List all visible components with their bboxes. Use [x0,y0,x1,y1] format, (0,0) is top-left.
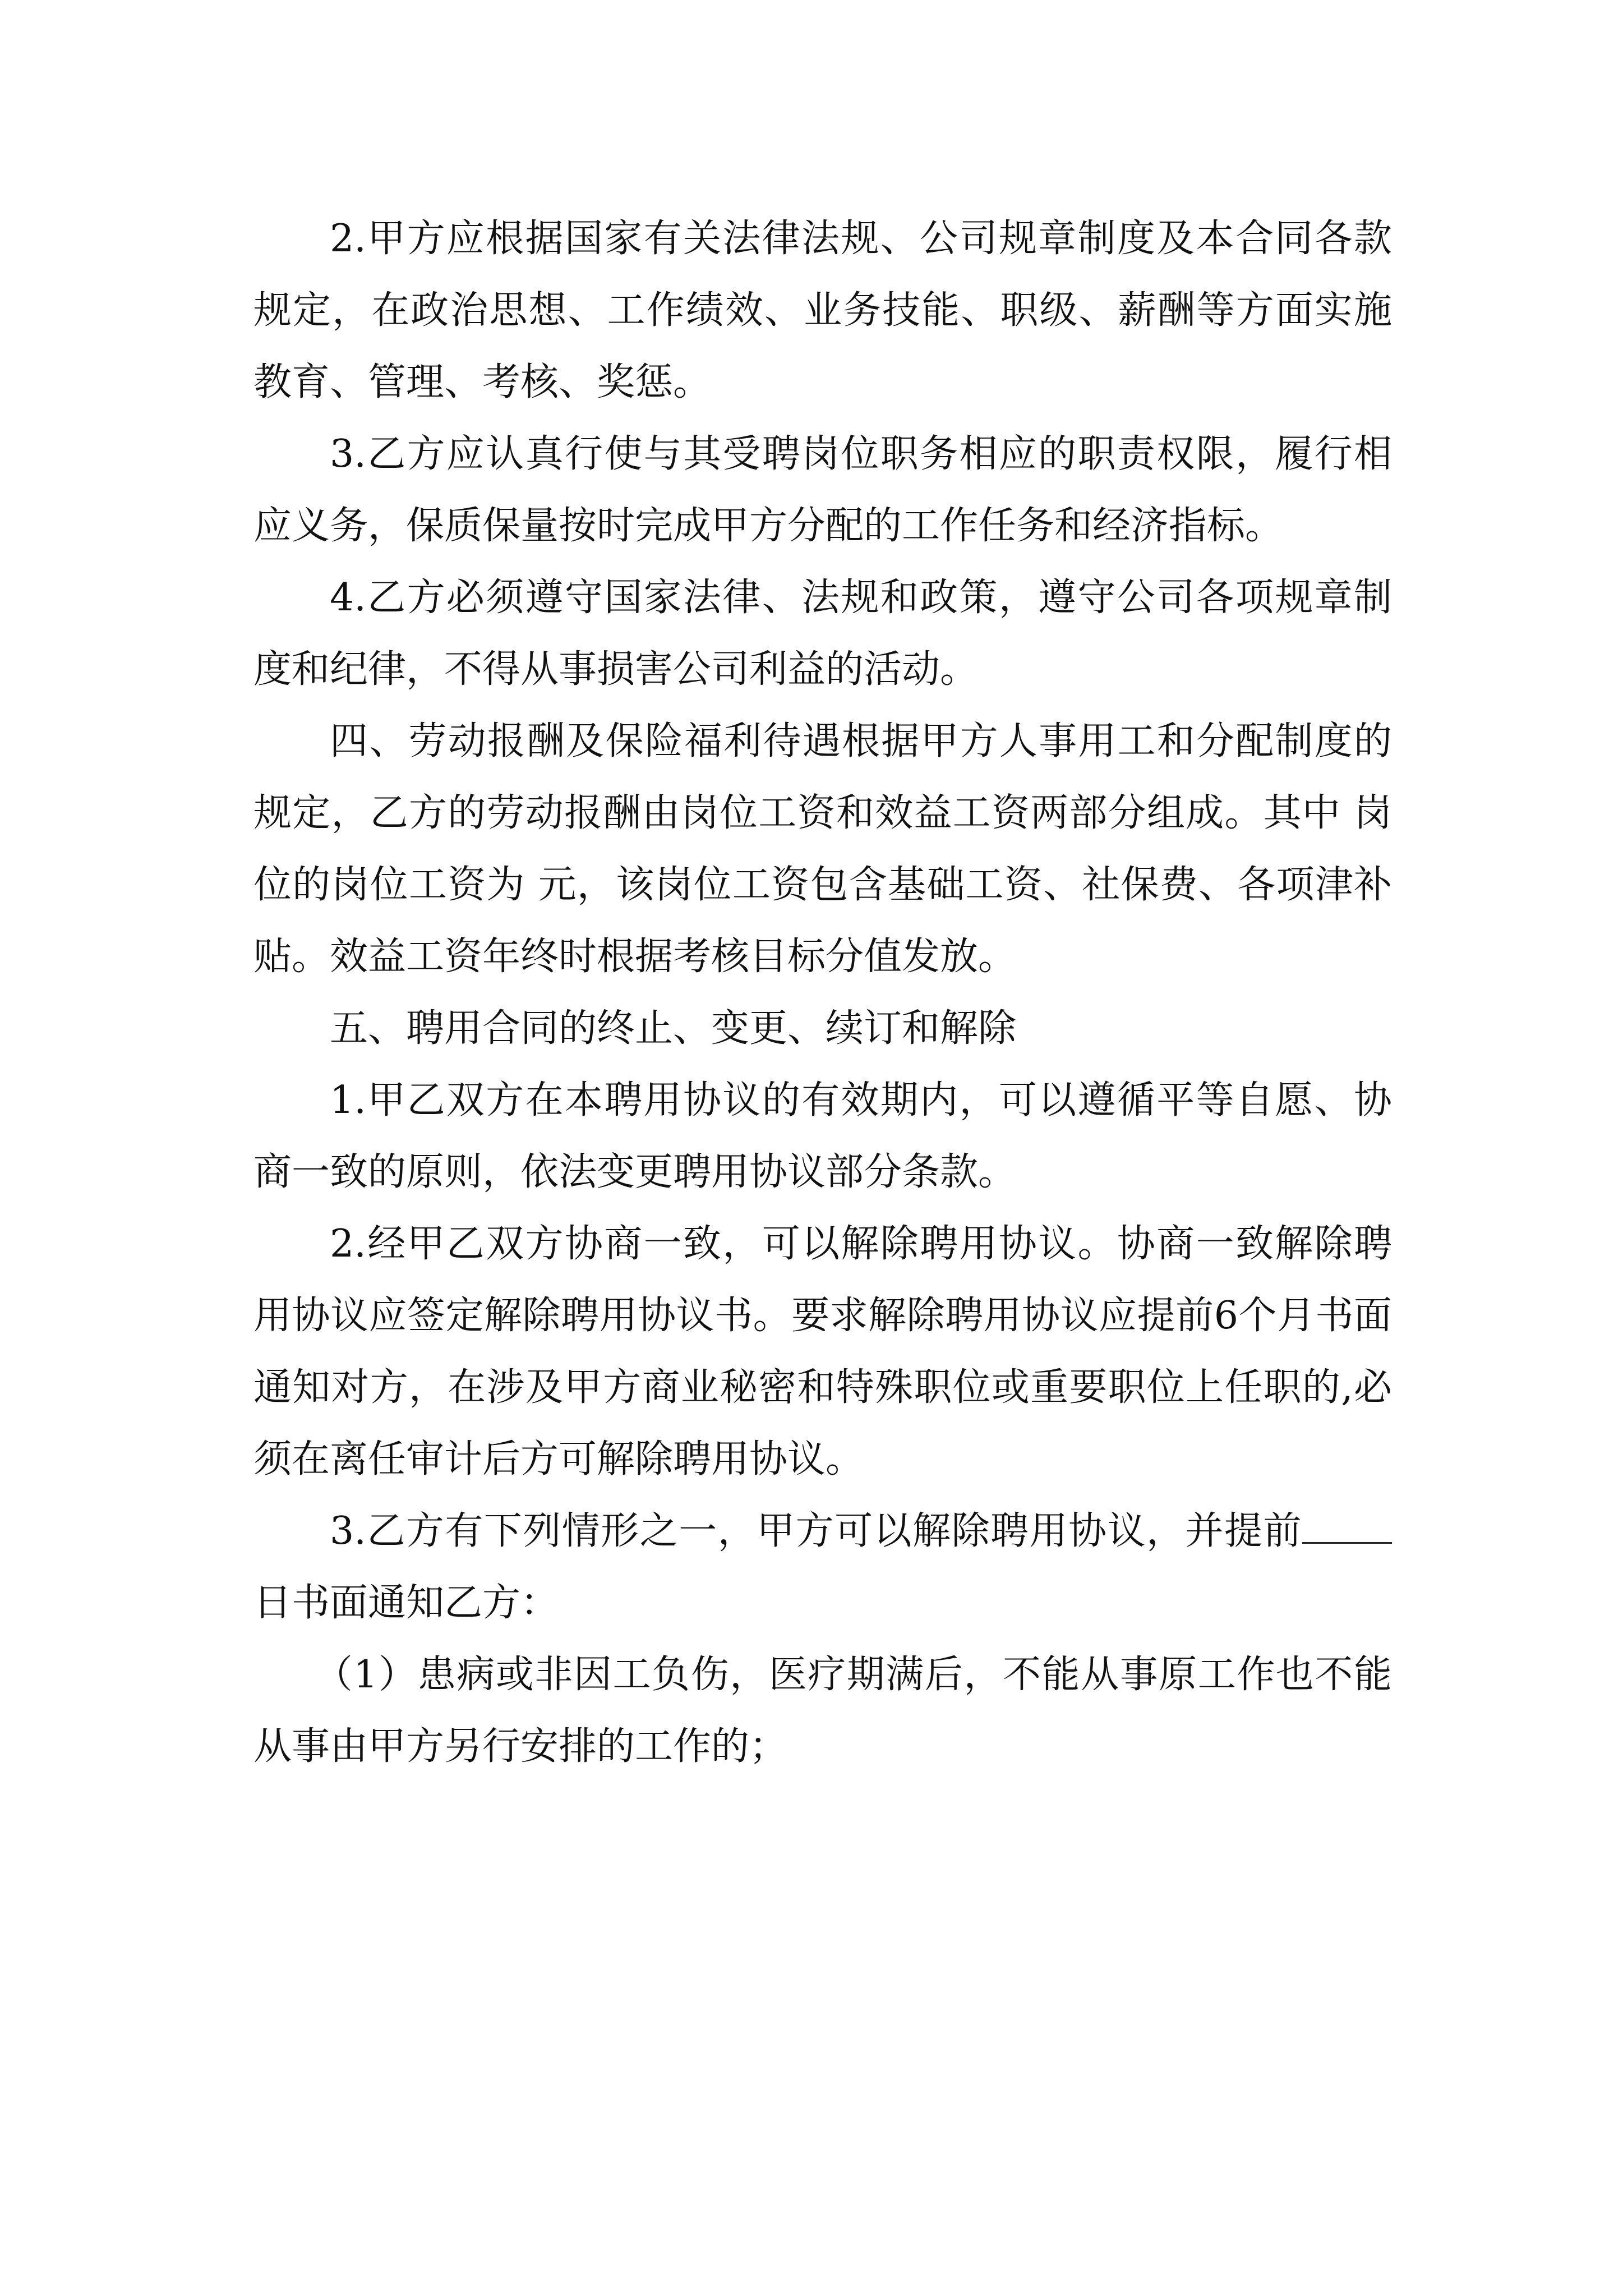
list-item-1: （1）患病或非因工负伤，医疗期满后，不能从事原工作也不能从事由甲方另行安排的工作的； [253,1653,1392,1769]
document-body [253,203,1392,1783]
paragraph-section-5-clause-3 [253,1496,1392,1639]
paragraph-clause-4: 4.乙方必须遵守国家法律、法规和政策，遵守公司各项规章制度和纪律，不得从事损害公司利益的活动。 [253,576,1392,692]
clause-3-text-after-blank: 日书面通知乙方： [253,1581,559,1625]
paragraph-section-5-clause-2: 2.经甲乙双方协商一致，可以解除聘用协议。协商一致解除聘用协议应签定解除聘用协议书。要求解除聘用协议应提前6个月书面通知对方，在涉及甲方商业秘密和特殊职位或重要职位上任职的,必须在离任审计后方可解除聘用协议。 [253,1222,1392,1481]
section-5-heading: 五、聘用合同的终止、变更、续订和解除 [330,1006,1017,1051]
paragraph-section-4-compensation: 四、劳动报酬及保险福利待遇根据甲方人事用工和分配制度的规定，乙方的劳动报酬由岗位工资和效益工资两部分组成。其中 岗位的岗位工资为 元，该岗位工资包含基础工资、社保费、各项津补贴。效益工资年终时根据考核目标分值发放。 [253,719,1392,979]
clause-3-text-before-blank: 3.乙方有下列情形之一，甲方可以解除聘用协议，并提前 [330,1509,1302,1553]
paragraph-clause-2: 2.甲方应根据国家有关法律法规、公司规章制度及本合同各款规定，在政治思想、工作绩效、业务技能、职级、薪酬等方面实施教育、管理、考核、奖惩。 [253,217,1392,404]
paragraph-section-5-clause-1: 1.甲乙双方在本聘用协议的有效期内，可以遵循平等自愿、协商一致的原则，依法变更聘用协议部分条款。 [253,1078,1392,1194]
paragraph-clause-3: 3.乙方应认真行使与其受聘岗位职务相应的职责权限，履行相应义务，保质保量按时完成甲方分配的工作任务和经济指标。 [253,432,1392,548]
notice-days-blank [1302,1508,1392,1544]
